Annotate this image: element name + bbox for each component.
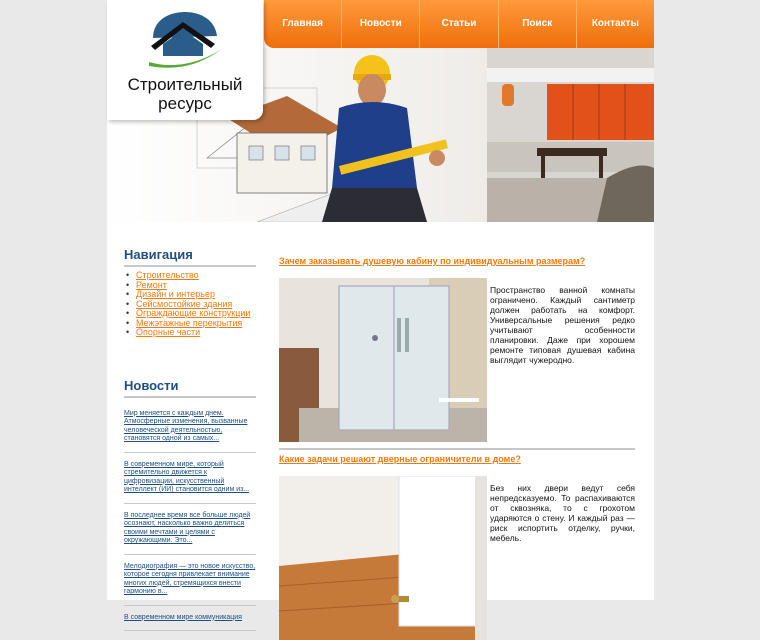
site-name-line2: ресурс <box>158 94 212 113</box>
news-section-title: Новости <box>124 378 256 398</box>
article-row <box>279 476 635 640</box>
nav-section-title: Навигация <box>124 247 256 267</box>
category-link[interactable]: Межэтажные перекрытия <box>136 317 243 328</box>
sidebar <box>124 247 256 631</box>
article-excerpt: Без них двери ведут себя непредсказуемо. То распахиваются от сквозняка, то с грохотом ударяются о стену. И каждый раз — риск испортить отделку, ручки, мебель. <box>490 483 635 543</box>
news-link[interactable]: В современном мире коммуникация <box>124 606 256 632</box>
article-title-link[interactable]: Какие задачи решают дверные ограничители в доме? <box>279 454 521 464</box>
category-link[interactable]: Ограждающие конструкции <box>136 308 251 318</box>
site-name-line1: Строительный <box>127 75 243 94</box>
category-item[interactable] <box>136 328 256 338</box>
page-container <box>107 0 654 621</box>
category-link[interactable]: Ремонт <box>136 279 167 290</box>
category-link[interactable]: Строительство <box>136 270 199 280</box>
news-link[interactable]: В современном мире, который стремительно движется к цифровизации, искусственный интеллект (ИИ) становится одним из... <box>124 453 256 504</box>
category-link[interactable]: Дизайн и интерьер <box>136 289 216 299</box>
nav-news[interactable]: Новости <box>341 0 419 48</box>
nav-contacts[interactable]: Контакты <box>576 0 654 48</box>
nav-home[interactable]: Главная <box>282 18 323 29</box>
news-link[interactable]: В последнее время все больше людей осознают, насколько важно делиться своими мечтами и целями с окружающими. Это... <box>124 504 256 555</box>
site-name <box>107 75 263 113</box>
house-logo-icon <box>145 10 225 72</box>
main-content <box>279 256 635 640</box>
article-divider <box>279 448 635 450</box>
category-list <box>124 271 256 338</box>
nav-search[interactable]: Поиск <box>498 0 576 48</box>
category-link[interactable]: Опорные части <box>136 327 201 337</box>
site-logo[interactable] <box>107 0 263 120</box>
door-stopper-image[interactable] <box>279 476 487 640</box>
shower-cabin-image[interactable] <box>279 278 487 442</box>
category-link[interactable]: Сейсмостойкие здания <box>136 298 233 309</box>
top-nav <box>264 0 654 48</box>
article-excerpt: Пространство ванной комнаты ограничено. Каждый сантиметр должен работать на комфорт. Универсальные решения редко учитывают особенности планировки. Даже при хорошем ремонте типовая душевая кабина выглядит чужеродно. <box>490 285 635 365</box>
nav-articles[interactable]: Статьи <box>419 0 497 48</box>
news-link[interactable]: Мир меняется с каждым днем. Атмосферные изменения, вызванные человеческой деятельностью, становятся одной из самых... <box>124 402 256 453</box>
article-row <box>279 278 635 442</box>
news-link[interactable]: Мелодиография — это новое искусство, которое сегодня привлекает внимание многих людей, стремящихся внести гармонию в... <box>124 555 256 606</box>
article-title-link[interactable]: Зачем заказывать душевую кабину по индивидуальным размерам? <box>279 256 586 266</box>
